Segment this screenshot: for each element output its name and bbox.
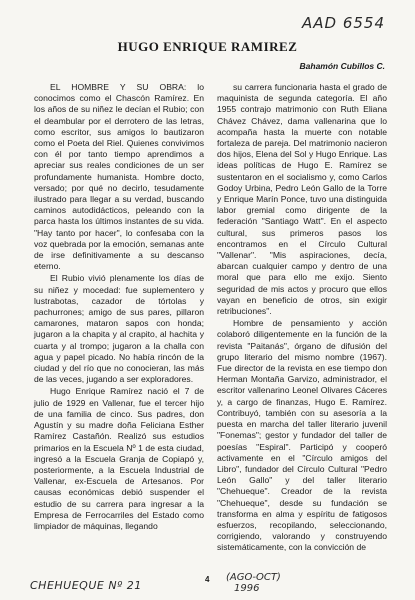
article-title: HUGO ENRIQUE RAMIREZ <box>117 39 298 54</box>
left-paragraph-2: El Rubio vivió plenamente los días de su niñez y mocedad: fue suplementero y lustrabotas, cazador de tórtolas y pachurrones; amigo de sus pares, pillaron camarones, mataron sapos con honda; jugaron a la chapita y al crapito, al hachita y cuarta y al trompo; jugaron a la challa con agua y papel picado. No había rincón de la ciudad y del río que no conocieran, las más de las veces, jugando a ser exploradores. <box>34 273 204 385</box>
page-number: 4 <box>205 575 210 584</box>
right-paragraph-1: su carrera funcionaria hasta el grado de maquinista de segunda categoría. El año 1955 contrajo matrimonio con Ruth Eliana Chávez Chávez, dama vallenarina que lo acompaña hasta la muerte con notable fortaleza de pareja. Del matrimonio nacieron dos hijos, Elena del Sol y Hugo Enrique. Las ideas políticas de Hugo E. Ramírez se sustentaron en el socialismo y, como Carlos Godoy Urbina, Pedro León Gallo de la Torre y Enrique Marín Ponce, tuvo una distinguida labor gremial como dirigente de la federación "Santiago Watt". En el aspecto cultural, sus primeros pasos los encontramos en el Círculo Cultural "Vallenar". "Mis aspiraciones, decía, abarcan cualquier campo y dentro de una moral que para ello me exijo. Siento seguridad de mis actos y procuro que ellos vayan en beneficio de otros, sin exigir retribuciones". <box>217 82 387 317</box>
date-annotation <box>226 572 281 594</box>
source-annotation: CHEHUEQUE Nº 21 <box>30 579 142 592</box>
left-column <box>34 82 204 532</box>
right-column <box>217 82 387 554</box>
left-paragraph-3: Hugo Enrique Ramírez nació el 7 de julio de 1929 en Vallenar, fue el tercer hijo de una familia de cinco. Sus padres, don Agustín y su madre doña Feliciana Esther Ramírez Castañón. Realizó sus estudios primarios en la Escuela Nº 1 de esta ciudad, ingresó a la Escuela Granja de Copiapó y, posteriormente, a la Escuela Industrial de Vallenar, ex-Escuela de Artesanos. Por causas económicas debió suspender el estudio de su carrera para ingresar a la Empresa de Ferrocarriles del Estado como limpiador de máquinas, llegando <box>34 386 204 531</box>
article-author: Bahamón Cubillos C. <box>299 61 385 71</box>
date-annotation-months: (AGO-OCT) <box>226 572 281 583</box>
archive-code-annotation: AAD 6554 <box>301 14 385 32</box>
left-paragraph-1: EL HOMBRE Y SU OBRA: lo conocimos como el Chascón Ramírez. En los años de su niñez le decían el Rubio; con el deambular por el derrotero de las letras, como escritor, sus amigos lo bautizaron como el Poeta del Riel. Quienes convivimos con él por tanto tiempo aprendimos a apreciar sus reales condiciones de un ser profundamente humanista. Hombre docto, versado; por qué no decirlo, tesudamente ilustrado para llegar a su verdad, buscando caminos autodidácticos, peleando con la parca hasta los últimos instantes de su vida. "Hay tanto por hacer", lo confesaba con la voz quebrada por la emoción, semanas ante de irse definitivamente a su descanso eterno. <box>34 82 204 272</box>
right-paragraph-2: Hombre de pensamiento y acción colaboró diligentemente en la función de la revista "Paitanás", órgano de difusión del grupo literario del mismo nombre (1967). Fue director de la revista en ese tiempo don Herman Montaña Garvizo, administrador, el escritor vallenarino Leonel Olivares Cáceres y, a cargo de finanzas, Hugo E. Ramírez. Contribuyó, también con su asesoría a la puesta en marcha del taller literario juvenil "Fonemas"; gestor y fundador del taller de poesías "Espiral". Participó y cooperó activamente en el "Círculo amigos del Libro", fundador del Círculo Cultural "Pedro León Gallo" y del taller literario "Chehueque". Creador de la revista "Chehueque", desde su fundación se transforma en alma y espíritu de fatigosos esfuerzos, recopilando, seleccionando, corrigiendo, valorando y construyendo sistemáticamente, con la convicción de <box>217 318 387 553</box>
date-annotation-year: 1996 <box>234 583 260 594</box>
